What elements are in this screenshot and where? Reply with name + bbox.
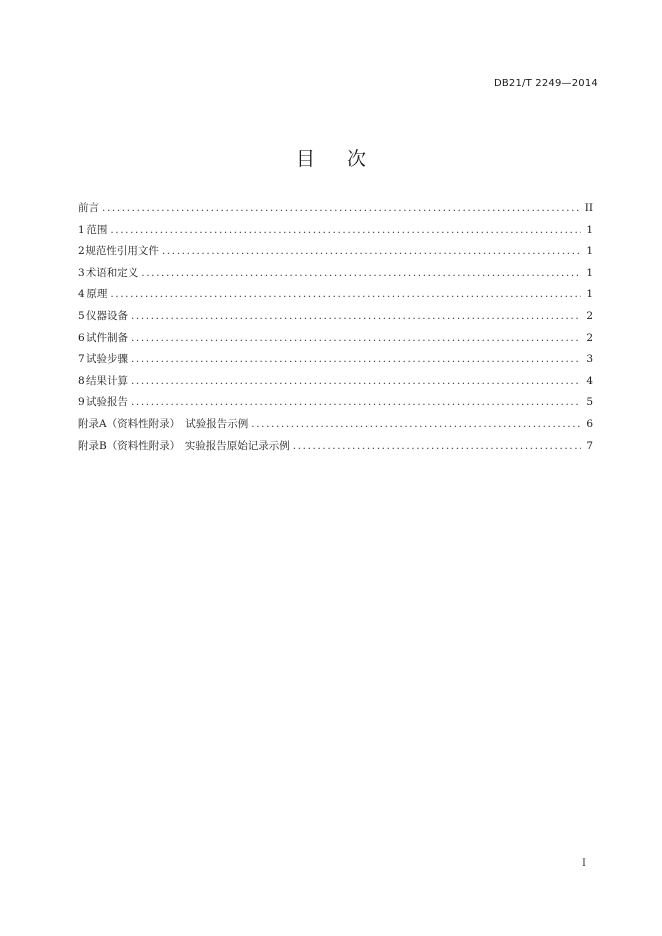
toc-leader-dots [162, 241, 581, 263]
toc-entry-page: 7 [586, 439, 593, 452]
toc-entry-page: 2 [586, 331, 593, 344]
toc-entry-test-procedure[interactable] [78, 349, 593, 371]
toc-entry-label: 范围 [86, 223, 108, 236]
toc-entry-label: 试验报告示例 [185, 417, 249, 430]
toc-entry-appendix-a[interactable] [78, 414, 593, 436]
toc-leader-dots [141, 263, 581, 285]
toc-entry-apparatus[interactable] [78, 306, 593, 328]
toc-entry-terms-definitions[interactable] [78, 263, 593, 285]
toc-entry-page: 5 [586, 396, 593, 409]
table-of-contents [78, 198, 593, 457]
toc-leader-dots [251, 414, 581, 436]
toc-entry-number: 8 [78, 374, 85, 387]
toc-entry-label: 试验报告 [85, 396, 128, 409]
toc-entry-label: 试验步骤 [85, 353, 128, 366]
toc-leader-dots [131, 371, 581, 393]
toc-entry-label: 结果计算 [85, 374, 128, 387]
toc-leader-dots [131, 349, 581, 371]
toc-leader-dots [131, 328, 581, 350]
toc-leader-dots [110, 284, 581, 306]
toc-entry-label: 前言 [78, 202, 99, 214]
page-title: 目次 [295, 148, 398, 170]
toc-appendix-prefix: 附录A（资料性附录） [78, 417, 181, 430]
toc-entry-foreword[interactable] [78, 198, 593, 220]
toc-entry-label: 试件制备 [85, 331, 128, 344]
toc-entry-page: 1 [586, 245, 593, 258]
toc-entry-page: 4 [586, 374, 593, 387]
toc-entry-number: 7 [78, 353, 85, 366]
toc-entry-principle[interactable] [78, 284, 593, 306]
toc-entry-calculation[interactable] [78, 371, 593, 393]
toc-entry-page: 1 [586, 288, 593, 301]
toc-entry-label: 原理 [86, 288, 108, 301]
toc-entry-label: 术语和定义 [85, 266, 139, 279]
toc-entry-number: 3 [78, 266, 85, 279]
toc-leader-dots [131, 392, 581, 414]
toc-entry-number: 1 [78, 223, 85, 236]
toc-entry-number: 9 [78, 396, 85, 409]
toc-entry-page: 1 [586, 223, 593, 236]
toc-entry-specimen-preparation[interactable] [78, 328, 593, 350]
toc-entry-number: 6 [78, 331, 85, 344]
toc-entry-test-report[interactable] [78, 392, 593, 414]
toc-entry-appendix-b[interactable] [78, 436, 593, 458]
toc-entry-label: 仪器设备 [85, 309, 128, 322]
toc-entry-normative-references[interactable] [78, 241, 593, 263]
toc-entry-number: 4 [78, 288, 85, 301]
toc-entry-page: 3 [586, 353, 593, 366]
toc-entry-page: 1 [586, 266, 593, 279]
toc-leader-dots [131, 306, 581, 328]
toc-entry-page: II [584, 202, 593, 214]
toc-appendix-prefix: 附录B（资料性附录） [78, 439, 181, 452]
standard-code: DB21/T 2249—2014 [493, 78, 598, 89]
toc-entry-scope[interactable] [78, 220, 593, 242]
toc-entry-label: 实验报告原始记录示例 [184, 439, 290, 452]
toc-leader-dots [293, 436, 581, 458]
toc-leader-dots [110, 220, 581, 242]
page-number: I [582, 858, 586, 869]
toc-entry-number: 2 [78, 245, 85, 258]
toc-entry-label: 规范性引用文件 [85, 245, 159, 258]
toc-entry-page: 2 [586, 309, 593, 322]
toc-entry-number: 5 [78, 309, 85, 322]
toc-leader-dots [102, 198, 581, 220]
toc-entry-page: 6 [586, 417, 593, 430]
